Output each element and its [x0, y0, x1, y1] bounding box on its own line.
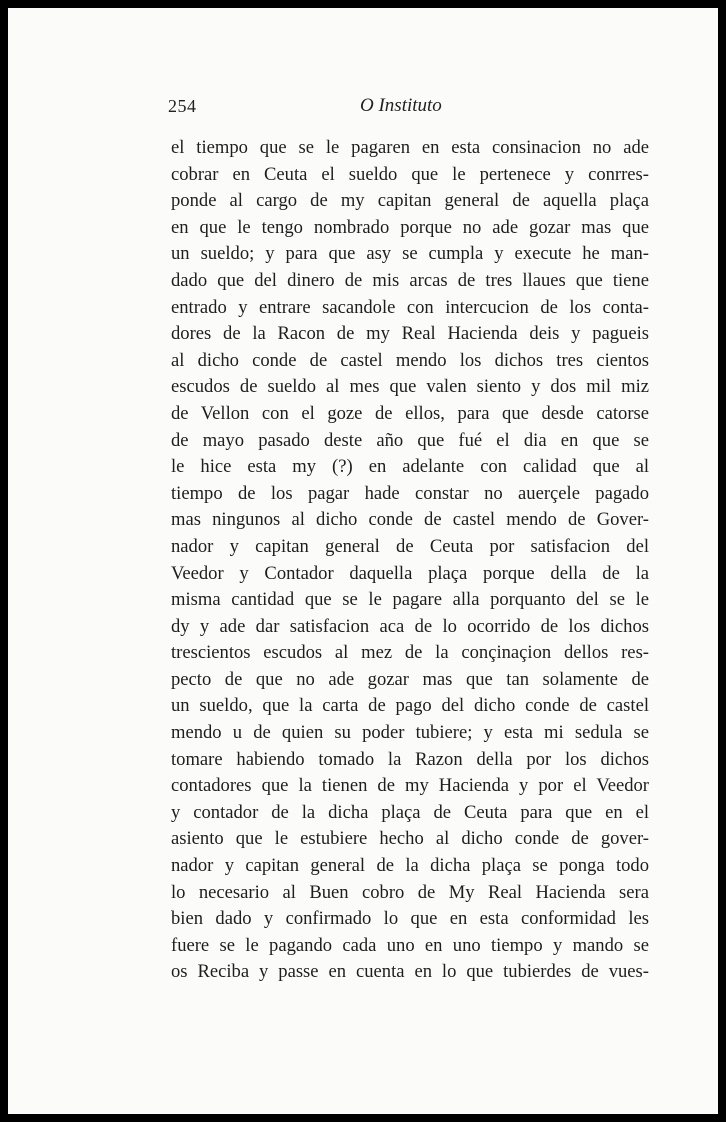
- text-line: y contador de la dicha plaça de Ceuta para que en el: [171, 801, 649, 823]
- text-line: dy y ade dar satisfacion aca de lo ocorrido de los dichos: [171, 615, 649, 637]
- text-line: de Vellon con el goze de ellos, para que desde catorse: [171, 402, 649, 424]
- text-line: asiento que le estubiere hecho al dicho conde de gover-: [171, 828, 649, 850]
- running-title: O Instituto: [360, 95, 442, 116]
- text-line: dores de la Racon de my Real Hacienda deis y pagueis: [171, 323, 649, 345]
- text-line: un sueldo, que la carta de pago del dicho conde de castel: [171, 695, 649, 717]
- book-page: [8, 8, 718, 1114]
- text-line: al dicho conde de castel mendo los dichos tres cientos: [171, 349, 649, 371]
- text-line: dado que del dinero de mis arcas de tres llaues que tiene: [171, 269, 649, 291]
- text-line: entrado y entrare sacandole con intercucion de los conta-: [171, 296, 649, 318]
- text-line: le hice esta my (?) en adelante con calidad que al: [171, 456, 649, 478]
- text-line: en que le tengo nombrado porque no ade gozar mas que: [171, 216, 649, 238]
- text-line: cobrar en Ceuta el sueldo que le pertenece y conrres-: [171, 163, 649, 185]
- text-line: escudos de sueldo al mes que valen siento y dos mil miz: [171, 376, 649, 398]
- text-line: os Reciba y passe en cuenta en lo que tubierdes de vues-: [171, 961, 649, 983]
- page-header: [8, 92, 718, 120]
- text-line: un sueldo; y para que asy se cumpla y execute he man-: [171, 243, 649, 265]
- text-line: contadores que la tienen de my Hacienda y por el Veedor: [171, 775, 649, 797]
- text-line: tomare habiendo tomado la Razon della por los dichos: [171, 748, 649, 770]
- text-line: nador y capitan general de Ceuta por satisfacion del: [171, 535, 649, 557]
- text-line: fuere se le pagando cada uno en uno tiempo y mando se: [171, 934, 649, 956]
- text-line: trescientos escudos al mez de la conçinaçion dellos res-: [171, 642, 649, 664]
- text-line: lo necesario al Buen cobro de My Real Hacienda sera: [171, 881, 649, 903]
- text-line: nador y capitan general de la dicha plaça se ponga todo: [171, 855, 649, 877]
- text-line: el tiempo que se le pagaren en esta consinacion no ade: [171, 137, 649, 158]
- text-line: tiempo de los pagar hade constar no auerçele pagado: [171, 482, 649, 504]
- text-line: misma cantidad que se le pagare alla porquanto del se le: [171, 589, 649, 611]
- text-line: ponde al cargo de my capitan general de aquella plaça: [171, 190, 649, 212]
- text-line: Veedor y Contador daquella plaça porque della de la: [171, 562, 649, 584]
- text-line: mendo u de quien su poder tubiere; y esta mi sedula se: [171, 722, 649, 744]
- page-number: 254: [168, 96, 197, 116]
- body-text: [171, 135, 649, 986]
- text-line: mas ningunos al dicho conde de castel mendo de Gover-: [171, 509, 649, 531]
- text-line: de mayo pasado deste año que fué el dia en que se: [171, 429, 649, 451]
- text-line: pecto de que no ade gozar mas que tan solamente de: [171, 668, 649, 690]
- text-line: bien dado y confirmado lo que en esta conformidad les: [171, 908, 649, 930]
